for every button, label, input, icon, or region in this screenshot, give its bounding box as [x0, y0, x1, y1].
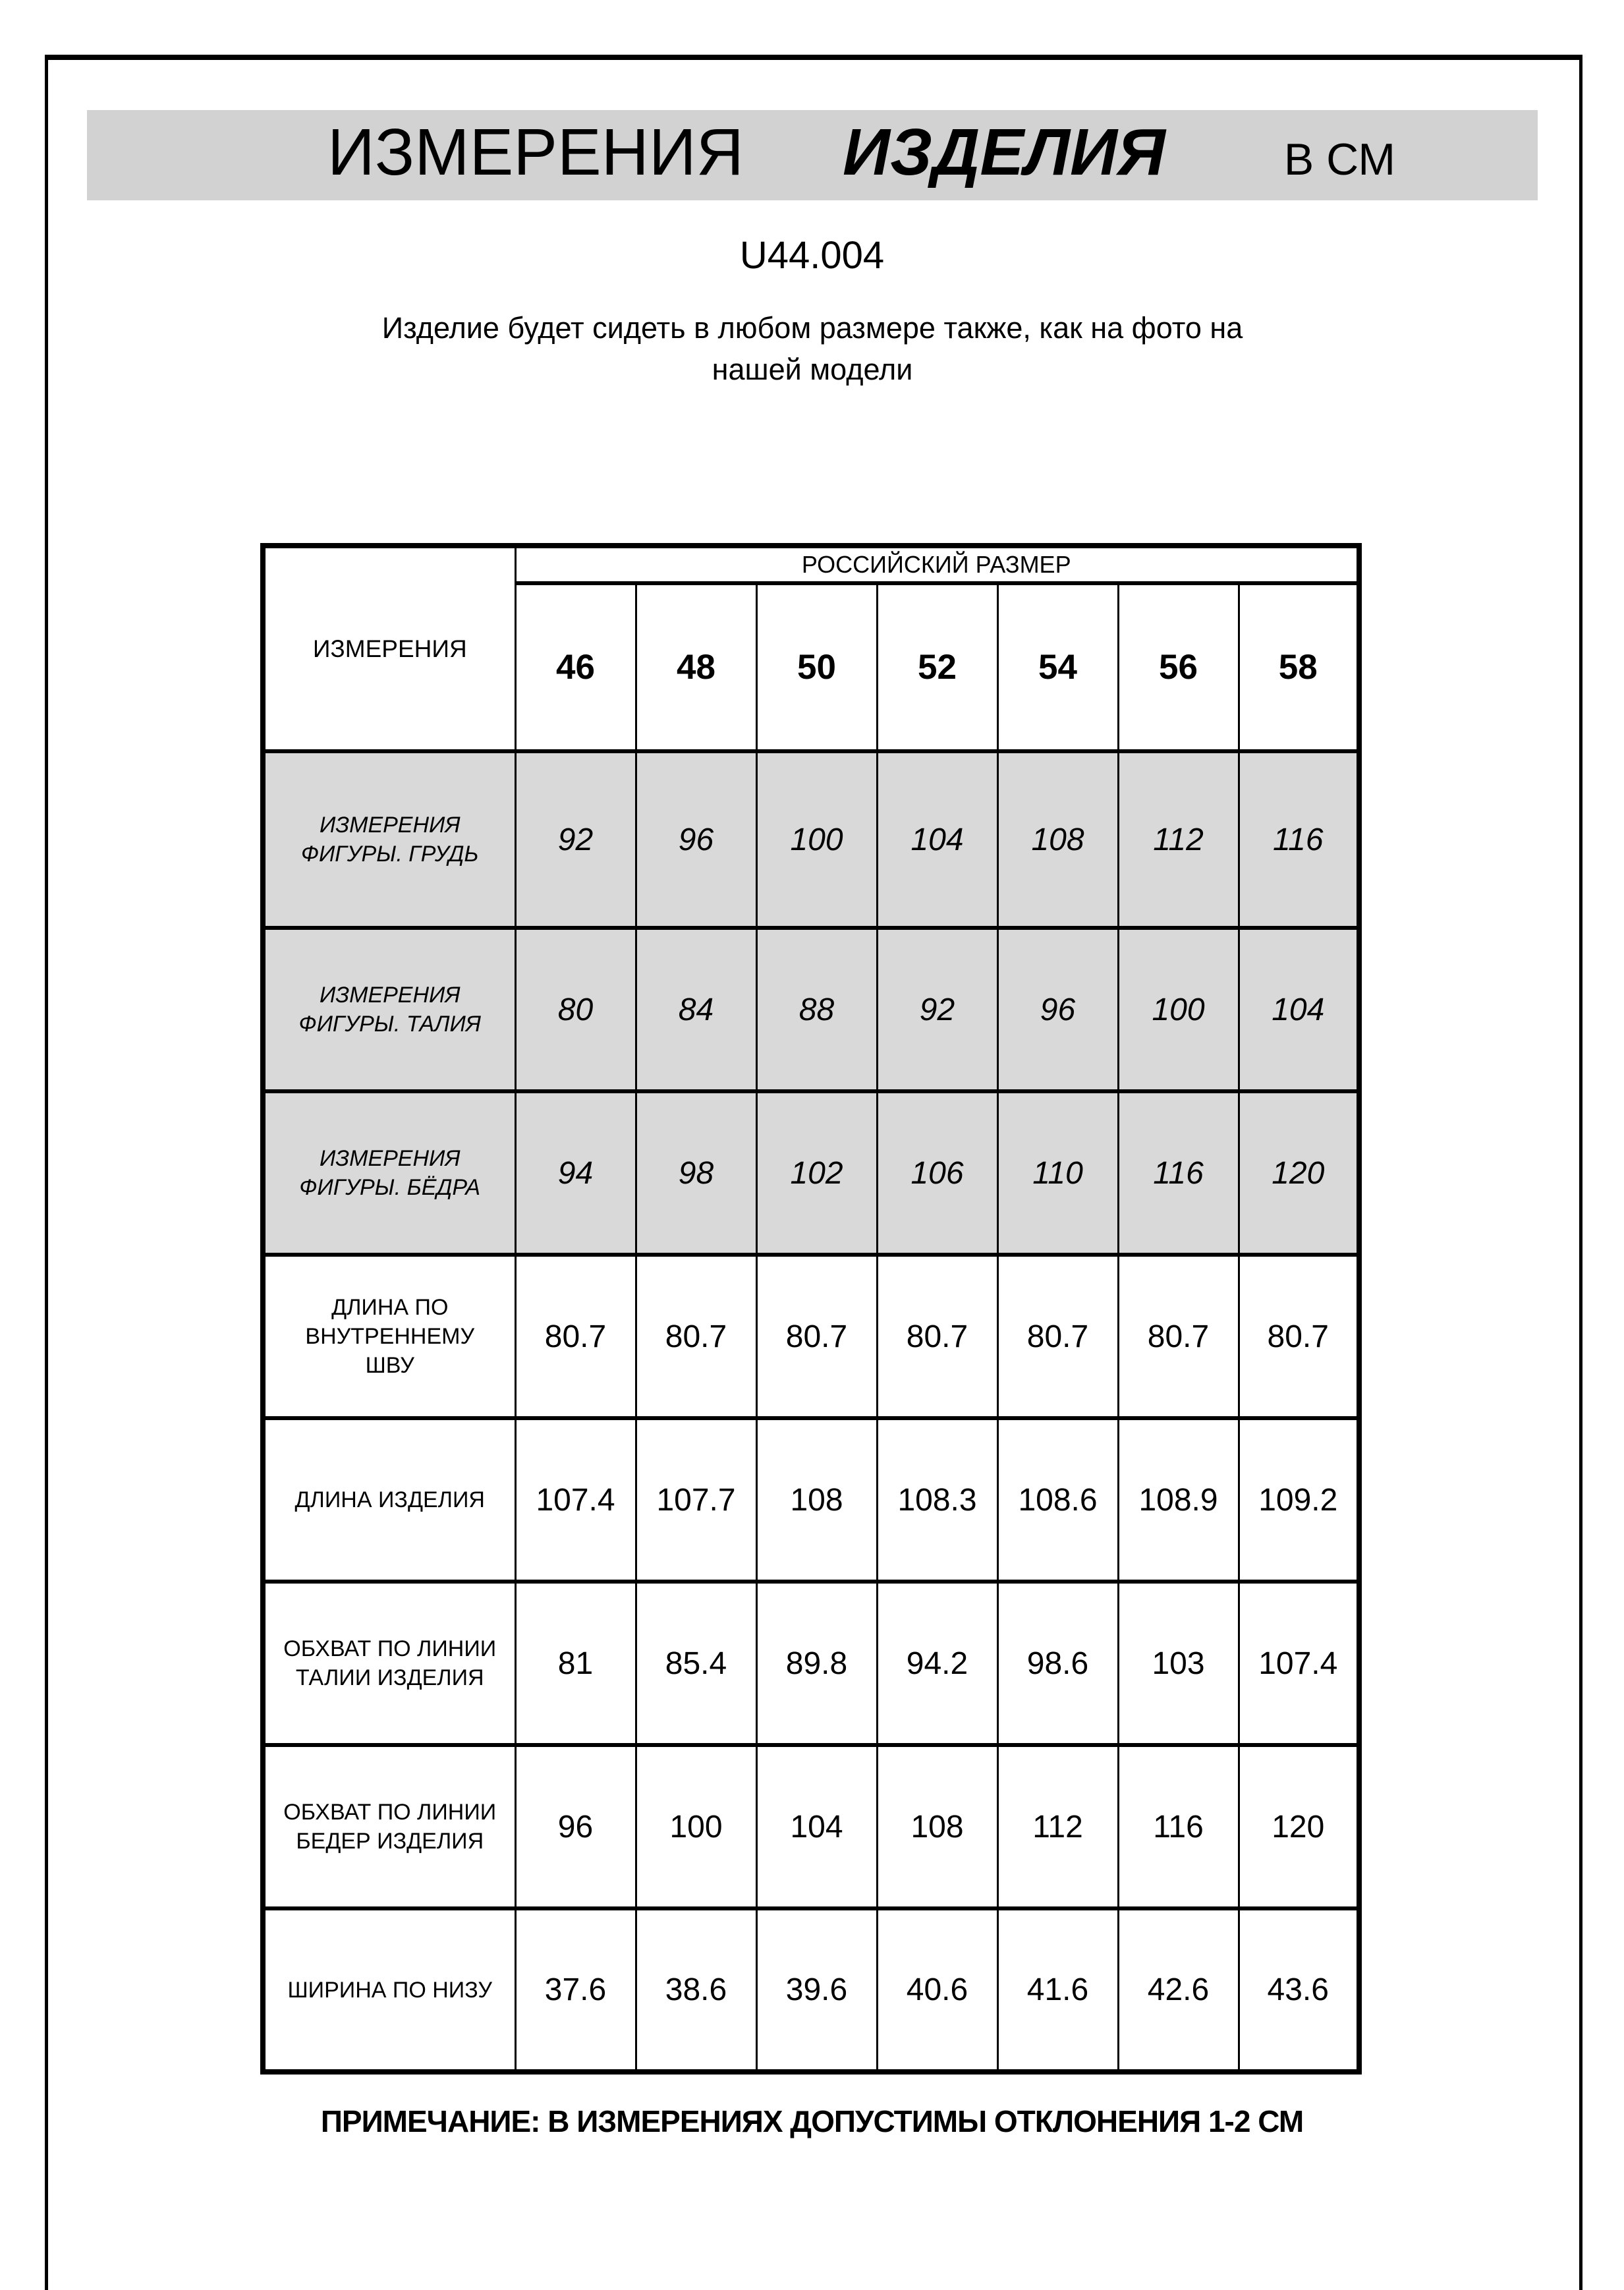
value-cell: 81 — [515, 1582, 636, 1745]
value-cell: 96 — [636, 751, 756, 928]
table-row — [263, 928, 1359, 1091]
tolerance-footnote: ПРИМЕЧАНИЕ: В ИЗМЕРЕНИЯХ ДОПУСТИМЫ ОТКЛОНЕНИЯ 1-2 СМ — [320, 2104, 1304, 2138]
value-cell: 98.6 — [997, 1582, 1118, 1745]
size-header-cell: 46 — [515, 583, 636, 751]
row-label: ИЗМЕРЕНИЯ ФИГУРЫ. ГРУДЬ — [263, 751, 515, 928]
row-label: ОБХВАТ ПО ЛИНИИ БЕДЕР ИЗДЕЛИЯ — [263, 1745, 515, 1908]
value-cell: 39.6 — [756, 1908, 877, 2072]
row-label: ДЛИНА ПО ВНУТРЕННЕМУ ШВУ — [263, 1255, 515, 1418]
size-header-cell: 54 — [997, 583, 1118, 751]
value-cell: 80.7 — [877, 1255, 997, 1418]
size-table — [260, 543, 1362, 2075]
value-cell: 85.4 — [636, 1582, 756, 1745]
value-cell: 80.7 — [636, 1255, 756, 1418]
value-cell: 96 — [997, 928, 1118, 1091]
size-table-body — [263, 751, 1359, 2072]
value-cell: 40.6 — [877, 1908, 997, 2072]
value-cell: 80.7 — [1118, 1255, 1239, 1418]
value-cell: 89.8 — [756, 1582, 877, 1745]
value-cell: 88 — [756, 928, 877, 1091]
table-row — [263, 1255, 1359, 1418]
value-cell: 43.6 — [1239, 1908, 1359, 2072]
value-cell: 92 — [877, 928, 997, 1091]
russian-size-header: РОССИЙСКИЙ РАЗМЕР — [515, 546, 1359, 583]
table-row — [263, 1908, 1359, 2072]
value-cell: 103 — [1118, 1582, 1239, 1745]
fit-note-line-1: Изделие будет сидеть в любом размере также, как на фото на — [381, 311, 1243, 345]
value-cell: 108.3 — [877, 1418, 997, 1582]
value-cell: 108 — [877, 1745, 997, 1908]
table-row — [263, 751, 1359, 928]
value-cell: 80.7 — [997, 1255, 1118, 1418]
product-code: U44.004 — [739, 234, 885, 277]
size-table-head — [263, 546, 1359, 751]
value-cell: 80.7 — [1239, 1255, 1359, 1418]
row-label: ОБХВАТ ПО ЛИНИИ ТАЛИИ ИЗДЕЛИЯ — [263, 1582, 515, 1745]
value-cell: 104 — [756, 1745, 877, 1908]
row-label: ДЛИНА ИЗДЕЛИЯ — [263, 1418, 515, 1582]
value-cell: 110 — [997, 1091, 1118, 1255]
value-cell: 104 — [877, 751, 997, 928]
value-cell: 108 — [756, 1418, 877, 1582]
row-label: ИЗМЕРЕНИЯ ФИГУРЫ. ТАЛИЯ — [263, 928, 515, 1091]
value-cell: 112 — [997, 1745, 1118, 1908]
size-header-cell: 56 — [1118, 583, 1239, 751]
value-cell: 98 — [636, 1091, 756, 1255]
size-header-cell: 58 — [1239, 583, 1359, 751]
fit-note — [335, 307, 1290, 390]
measurements-corner-cell: ИЗМЕРЕНИЯ — [263, 546, 515, 751]
value-cell: 100 — [756, 751, 877, 928]
value-cell: 120 — [1239, 1091, 1359, 1255]
size-header-cell: 48 — [636, 583, 756, 751]
value-cell: 80.7 — [515, 1255, 636, 1418]
row-label: ИЗМЕРЕНИЯ ФИГУРЫ. БЁДРА — [263, 1091, 515, 1255]
size-header-cell: 50 — [756, 583, 877, 751]
value-cell: 42.6 — [1118, 1908, 1239, 2072]
value-cell: 37.6 — [515, 1908, 636, 2072]
title-band — [87, 110, 1538, 200]
table-row — [263, 1745, 1359, 1908]
value-cell: 38.6 — [636, 1908, 756, 2072]
value-cell: 107.4 — [515, 1418, 636, 1582]
value-cell: 108 — [997, 751, 1118, 928]
value-cell: 100 — [1118, 928, 1239, 1091]
value-cell: 116 — [1239, 751, 1359, 928]
value-cell: 109.2 — [1239, 1418, 1359, 1582]
title-word-measurements: ИЗМЕРЕНИЯ — [327, 115, 744, 189]
value-cell: 108.6 — [997, 1418, 1118, 1582]
value-cell: 108.9 — [1118, 1418, 1239, 1582]
row-label: ШИРИНА ПО НИЗУ — [263, 1908, 515, 2072]
table-row — [263, 1091, 1359, 1255]
value-cell: 107.4 — [1239, 1582, 1359, 1745]
table-row — [263, 1582, 1359, 1745]
value-cell: 92 — [515, 751, 636, 928]
value-cell: 116 — [1118, 1745, 1239, 1908]
value-cell: 112 — [1118, 751, 1239, 928]
size-header-cell: 52 — [877, 583, 997, 751]
value-cell: 107.7 — [636, 1418, 756, 1582]
value-cell: 84 — [636, 928, 756, 1091]
value-cell: 41.6 — [997, 1908, 1118, 2072]
value-cell: 96 — [515, 1745, 636, 1908]
value-cell: 102 — [756, 1091, 877, 1255]
fit-note-line-2: нашей модели — [712, 353, 913, 386]
value-cell: 80.7 — [756, 1255, 877, 1418]
value-cell: 104 — [1239, 928, 1359, 1091]
table-row — [263, 1418, 1359, 1582]
group-header-row — [263, 546, 1359, 583]
title-unit: В СМ — [1283, 134, 1396, 185]
value-cell: 80 — [515, 928, 636, 1091]
value-cell: 116 — [1118, 1091, 1239, 1255]
value-cell: 100 — [636, 1745, 756, 1908]
value-cell: 94.2 — [877, 1582, 997, 1745]
value-cell: 94 — [515, 1091, 636, 1255]
value-cell: 106 — [877, 1091, 997, 1255]
title-word-product: ИЗДЕЛИЯ — [842, 115, 1165, 189]
value-cell: 120 — [1239, 1745, 1359, 1908]
